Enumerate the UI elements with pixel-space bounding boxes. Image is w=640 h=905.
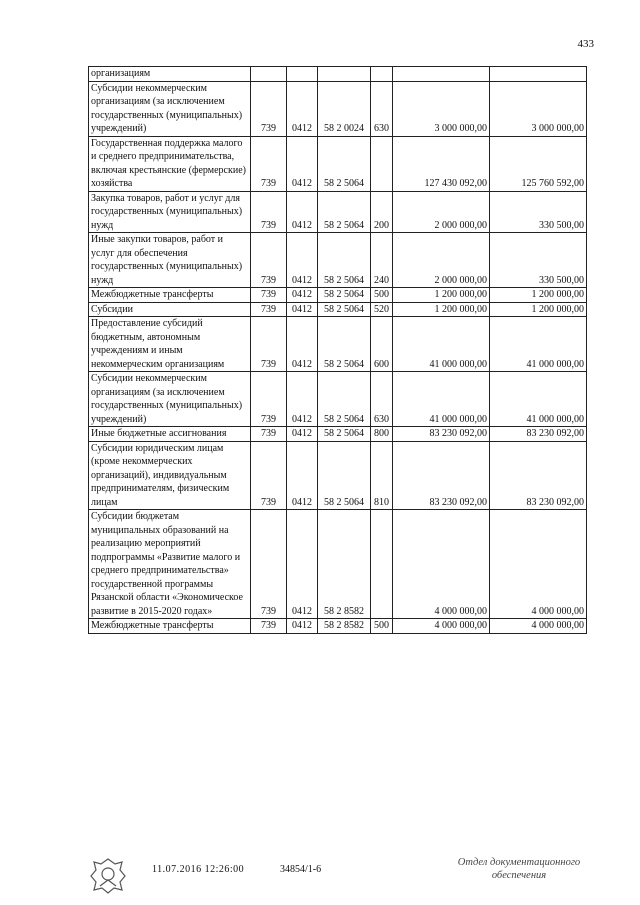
emblem-stamp-icon xyxy=(88,856,128,896)
row-amount-1-cell: 41 000 000,00 xyxy=(393,372,490,427)
footer-department: Отдел документационного обеспечения xyxy=(457,857,581,881)
row-name-cell: Субсидии юридическим лицам (кроме некоммерческих организаций), индивидуальным предпринимателям, физическим лицам xyxy=(89,441,251,510)
row-amount-1-cell: 83 230 092,00 xyxy=(393,427,490,442)
row-target-article-cell: 58 2 5064 xyxy=(318,317,371,372)
row-section-code-cell xyxy=(287,67,318,82)
row-department-code-cell: 739 xyxy=(251,372,287,427)
row-amount-1-cell: 2 000 000,00 xyxy=(393,191,490,233)
row-target-article-cell: 58 2 5064 xyxy=(318,427,371,442)
row-target-article-cell: 58 2 5064 xyxy=(318,372,371,427)
row-expense-type-cell: 600 xyxy=(371,317,393,372)
row-expense-type-cell: 810 xyxy=(371,441,393,510)
row-target-article-cell xyxy=(318,67,371,82)
row-department-code-cell: 739 xyxy=(251,317,287,372)
row-name-cell: Субсидии некоммерческим организациям (за исключением государственных (муниципальных) учреждений) xyxy=(89,372,251,427)
row-section-code-cell: 0412 xyxy=(287,510,318,619)
row-target-article-cell: 58 2 8582 xyxy=(318,510,371,619)
table-row xyxy=(89,67,587,82)
row-amount-2-cell: 3 000 000,00 xyxy=(490,81,587,136)
row-target-article-cell: 58 2 8582 xyxy=(318,619,371,634)
row-name-cell: организациям xyxy=(89,67,251,82)
row-department-code-cell xyxy=(251,67,287,82)
row-section-code-cell: 0412 xyxy=(287,441,318,510)
row-amount-2-cell: 125 760 592,00 xyxy=(490,136,587,191)
row-amount-2-cell: 330 500,00 xyxy=(490,191,587,233)
row-department-code-cell: 739 xyxy=(251,191,287,233)
footer-document-number: 34854/1-6 xyxy=(280,864,322,875)
row-department-code-cell: 739 xyxy=(251,510,287,619)
table-row xyxy=(89,372,587,427)
row-amount-1-cell: 1 200 000,00 xyxy=(393,302,490,317)
row-expense-type-cell xyxy=(371,67,393,82)
row-amount-1-cell xyxy=(393,67,490,82)
row-expense-type-cell: 500 xyxy=(371,288,393,303)
row-department-code-cell: 739 xyxy=(251,81,287,136)
budget-table xyxy=(88,66,587,634)
row-name-cell: Государственная поддержка малого и среднего предпринимательства, включая крестьянские (фермерские) хозяйства xyxy=(89,136,251,191)
row-target-article-cell: 58 2 5064 xyxy=(318,233,371,288)
table-row xyxy=(89,191,587,233)
row-expense-type-cell: 520 xyxy=(371,302,393,317)
row-amount-2-cell: 1 200 000,00 xyxy=(490,288,587,303)
row-section-code-cell: 0412 xyxy=(287,317,318,372)
row-department-code-cell: 739 xyxy=(251,288,287,303)
table-row xyxy=(89,619,587,634)
row-target-article-cell: 58 2 5064 xyxy=(318,302,371,317)
row-section-code-cell: 0412 xyxy=(287,372,318,427)
row-amount-2-cell: 41 000 000,00 xyxy=(490,317,587,372)
row-department-code-cell: 739 xyxy=(251,302,287,317)
row-name-cell: Субсидии бюджетам муниципальных образований на реализацию мероприятий подпрограммы «Развитие малого и среднего предпринимательства» государственной программы Рязанской области «Экономическое развитие в 2015-2020 годах» xyxy=(89,510,251,619)
row-name-cell: Субсидии некоммерческим организациям (за исключением государственных (муниципальных) учреждений) xyxy=(89,81,251,136)
row-expense-type-cell: 630 xyxy=(371,372,393,427)
table-row xyxy=(89,136,587,191)
row-expense-type-cell: 240 xyxy=(371,233,393,288)
row-name-cell: Субсидии xyxy=(89,302,251,317)
row-amount-2-cell xyxy=(490,67,587,82)
row-amount-1-cell: 4 000 000,00 xyxy=(393,510,490,619)
row-section-code-cell: 0412 xyxy=(287,81,318,136)
row-expense-type-cell xyxy=(371,510,393,619)
row-section-code-cell: 0412 xyxy=(287,288,318,303)
footer-timestamp: 11.07.2016 12:26:00 xyxy=(152,864,245,875)
row-target-article-cell: 58 2 5064 xyxy=(318,288,371,303)
row-amount-1-cell: 83 230 092,00 xyxy=(393,441,490,510)
row-name-cell: Межбюджетные трансферты xyxy=(89,619,251,634)
table-row xyxy=(89,510,587,619)
row-section-code-cell: 0412 xyxy=(287,233,318,288)
row-department-code-cell: 739 xyxy=(251,619,287,634)
row-amount-1-cell: 41 000 000,00 xyxy=(393,317,490,372)
table-row xyxy=(89,317,587,372)
page-number: 433 xyxy=(577,38,594,50)
row-name-cell: Межбюджетные трансферты xyxy=(89,288,251,303)
row-name-cell: Иные бюджетные ассигнования xyxy=(89,427,251,442)
row-amount-2-cell: 330 500,00 xyxy=(490,233,587,288)
row-amount-2-cell: 4 000 000,00 xyxy=(490,510,587,619)
row-name-cell: Иные закупки товаров, работ и услуг для обеспечения государственных (муниципальных) нужд xyxy=(89,233,251,288)
row-department-code-cell: 739 xyxy=(251,441,287,510)
row-target-article-cell: 58 2 0024 xyxy=(318,81,371,136)
row-target-article-cell: 58 2 5064 xyxy=(318,191,371,233)
row-department-code-cell: 739 xyxy=(251,136,287,191)
row-amount-2-cell: 1 200 000,00 xyxy=(490,302,587,317)
row-amount-2-cell: 4 000 000,00 xyxy=(490,619,587,634)
row-amount-2-cell: 41 000 000,00 xyxy=(490,372,587,427)
row-amount-2-cell: 83 230 092,00 xyxy=(490,427,587,442)
row-amount-2-cell: 83 230 092,00 xyxy=(490,441,587,510)
row-target-article-cell: 58 2 5064 xyxy=(318,441,371,510)
row-expense-type-cell: 800 xyxy=(371,427,393,442)
row-section-code-cell: 0412 xyxy=(287,302,318,317)
row-target-article-cell: 58 2 5064 xyxy=(318,136,371,191)
row-amount-1-cell: 4 000 000,00 xyxy=(393,619,490,634)
row-section-code-cell: 0412 xyxy=(287,136,318,191)
row-section-code-cell: 0412 xyxy=(287,619,318,634)
table-row xyxy=(89,427,587,442)
table-row xyxy=(89,81,587,136)
table-row xyxy=(89,302,587,317)
row-amount-1-cell: 3 000 000,00 xyxy=(393,81,490,136)
row-section-code-cell: 0412 xyxy=(287,191,318,233)
row-expense-type-cell: 200 xyxy=(371,191,393,233)
row-name-cell: Закупка товаров, работ и услуг для государственных (муниципальных) нужд xyxy=(89,191,251,233)
table-row xyxy=(89,233,587,288)
row-expense-type-cell: 500 xyxy=(371,619,393,634)
row-expense-type-cell: 630 xyxy=(371,81,393,136)
row-amount-1-cell: 127 430 092,00 xyxy=(393,136,490,191)
row-section-code-cell: 0412 xyxy=(287,427,318,442)
row-department-code-cell: 739 xyxy=(251,233,287,288)
page-footer xyxy=(0,850,640,900)
row-amount-1-cell: 1 200 000,00 xyxy=(393,288,490,303)
table-row xyxy=(89,288,587,303)
row-amount-1-cell: 2 000 000,00 xyxy=(393,233,490,288)
row-name-cell: Предоставление субсидий бюджетным, автономным учреждениям и иным некоммерческим организациям xyxy=(89,317,251,372)
row-department-code-cell: 739 xyxy=(251,427,287,442)
row-expense-type-cell xyxy=(371,136,393,191)
table-row xyxy=(89,441,587,510)
